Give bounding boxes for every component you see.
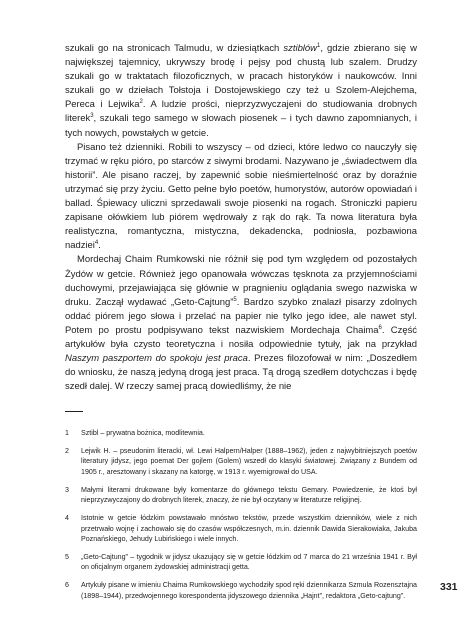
text-run: szukali go na stronicach Talmudu, w dziesiątkach — [65, 43, 284, 54]
text-run: Mordechaj Chaim Rumkowski nie różnił się pod tym względem od pozostałych Żydów w getcie. Również jego opanowała wówczas tęsknota za przyjemnościami duchowymi, przejawiająca się głównie w pragnieniu oglądania swego nazwiska w druku. Zaczął wydawać „Geto-Cajtung” — [65, 254, 417, 308]
footnote-ref[interactable]: 4 — [94, 240, 99, 247]
page-number: 331 — [440, 581, 458, 593]
footnote-ref[interactable]: 2 — [139, 99, 143, 106]
text-run: . Prezes filozofował w nim: „Doszedłem do wniosku, że naszą jedyną drogą jest praca. Tą drogą szedłem dotychczas i będę szedł dalej. W rzeczy samej pracą dowiedliśmy, że nie — [65, 353, 417, 393]
footnote-text: „Geto-Cajtung” – tygodnik w jidysz ukazujący się w getcie łódzkim od 7 marca do 21 września 1941 r. Był on oficjalnym organem żydowskiej administracji getta. — [81, 553, 417, 572]
italic-term: sztiblów — [283, 43, 317, 54]
paragraph-2 — [65, 141, 417, 254]
footnote-number: 5 — [65, 553, 69, 562]
footnote-text: Sztibl – prywatna bożnica, modlitewnia. — [81, 429, 205, 437]
footnote-text: Małymi literami drukowane były komentarze do głównego tekstu Gemary. Powiedzenie, że ktoś był nieprzyzwyczajony do drobnych literek, znaczy, że nie był oczytany w literaturze religijnej. — [81, 485, 417, 505]
footnote-number: 2 — [65, 447, 69, 455]
paragraph-3 — [65, 253, 417, 394]
footnote-divider — [65, 411, 83, 412]
footnote-number: 4 — [65, 514, 69, 523]
footnote-number: 3 — [65, 485, 69, 494]
text-run: . A ludzie prości, nieprzyzwyczajeni do studiowania drobnych literek — [65, 99, 418, 125]
footnote-ref[interactable]: 1 — [316, 42, 321, 49]
footnote — [65, 446, 417, 477]
footnotes — [65, 428, 417, 609]
footnote-text: Istotnie w getcie łódzkim powstawało mnóstwo tekstów, przede wszystkim dzienników, wiele z nich przetrwało wojnę i zachowało się do czasów współczesnych, m.in. dziennik Dawida Sierakowiaka, Jakuba Poznańskiego, Jehudy Lubińskiego i wiele innych. — [81, 514, 417, 544]
footnote — [65, 552, 417, 573]
footnote-number: 6 — [65, 581, 69, 590]
footnote-ref[interactable]: 6 — [378, 324, 382, 331]
italic-title: Naszym paszportem do spokoju jest praca — [65, 353, 248, 365]
text-run: . Część artykułów była czysto teoretyczna i nosiła odpowiednie tytuły, jak na przykład — [65, 324, 418, 350]
footnote — [65, 485, 417, 506]
text-run: Pisano też dzienniki. Robili to wszyscy – od dzieci, które ledwo co nauczyły się trzymać w ręku pióro, po starców z siwymi brodami. Nazywano je „świadectwem dla historii”. Ale pisano raczej, by zapewnić sobie nieśmiertelność oraz by doraźnie utrzymać się przy życiu. Getto pełne było poetów, humorystów, autorów opowiadań i ballad. Śpiewacy uliczni sprzedawali swoje piosenki na rogach. Stroniczki papieru zapisane ołówkiem lub piórem wędrowały z rąk do rąk. Ta nowa literatura była realistyczna, romantyczna, mistyczna, dekadencka, podniosła, pozbawiona nadziei — [65, 141, 417, 252]
footnote-ref[interactable]: 3 — [90, 113, 94, 120]
paragraph-1 — [65, 42, 417, 141]
main-text — [65, 42, 417, 394]
text-run: , gdzie zbierano się w największej tajemnicy, ukrywszy brodę i pejsy pod chustą lub szalem. Drudzy szukali go w traktatach filozoficznych, w pracach historyków i naukowców. Inni szukali go w dziełach Tołstoja i Dostojewskiego czy też u Szolem-Alejchema, Pereca i Lejwika — [65, 43, 417, 111]
footnote — [65, 580, 417, 601]
footnote-text: Artykuły pisane w imieniu Chaima Rumkowskiego wychodziły spod ręki dziennikarza Szmula Rozensztajna (1898–1944), przedwojennego korespondenta jidyszowego dziennika „Hajnt”, redaktora „Geto-cajtung”. — [81, 581, 417, 600]
footnote-text: Lejwik H. – pseudonim literacki, wł. Lewi Halpern/Halper (1888–1962), jeden z najwybitniejszych poetów literatury jidysz, jego poemat Der gojlem (Golem) wszedł do klasyki światowej. Związany z Bundem od 1905 r., aresztowany i skazany na katorgę, w 1913 r. wyemigrował do USA. — [81, 447, 417, 476]
text-run: , szukali tego samego w słowach piosenek – i tych dawno zapomnianych, i tych nowych, powstałych w getcie. — [65, 113, 417, 139]
text-run: . — [98, 240, 101, 252]
footnote — [65, 513, 417, 544]
footnote-ref[interactable]: 5 — [233, 296, 237, 303]
text-run: . Bardzo szybko znalazł pisarzy zdolnych oddać piórem jego słowa i przelać na papier nie tylko jego idee, ale nawet styl. Potem po prostu podpisywano tekst nazwiskiem Mordechaja Chaima — [65, 296, 417, 336]
footnote — [65, 428, 417, 438]
footnote-number: 1 — [65, 429, 69, 437]
